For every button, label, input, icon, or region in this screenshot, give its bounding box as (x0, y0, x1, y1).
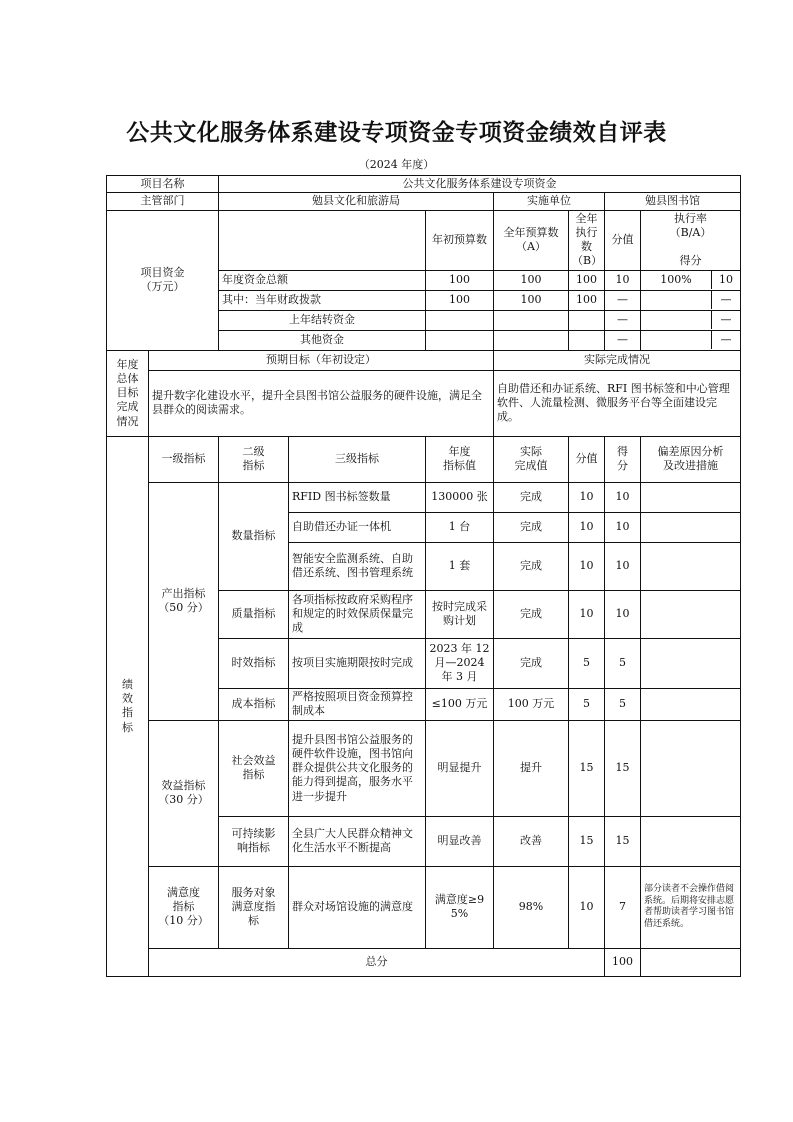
evaluation-table (106, 175, 741, 977)
funds-row: 其他资金 — — (107, 330, 741, 350)
unit-label: 实施单位 (494, 193, 605, 210)
unit-value: 勉县图书馆 (605, 193, 741, 210)
funds-header-rate: 执行率（B/A） (669, 211, 712, 239)
funds-row: 年度资金总额 100 100 100 10 100% 10 (107, 270, 741, 290)
funds-header-rate-got (641, 210, 741, 270)
project-name-label: 项目名称 (107, 176, 219, 193)
indicator-row: 可持续影 响指标 全县广大人民群众精神文化生活水平不断提高 明显改善 改善 15 15 (107, 816, 741, 866)
satisfaction-label: 满意度 指标 （10 分） (149, 866, 219, 948)
indicator-row: 质量指标 各项指标按政府采购程序和规定的时效保质保量完成 按时完成采购计划 完成 10 10 (107, 590, 741, 638)
total-got (641, 948, 741, 976)
indicator-row: 产出指标 （50 分） 数量指标 RFID 图书标签数量 130000 张 完成 10 10 (107, 482, 741, 512)
department-row (107, 193, 741, 210)
project-name-value: 公共文化服务体系建设专项资金 (219, 176, 741, 193)
indicator-row: 成本指标 严格按照项目资金预算控制成本 ≤100 万元 100 万元 5 5 (107, 688, 741, 720)
department-label: 主管部门 (107, 193, 219, 210)
perf-header-row: 绩 效 指 标 一级指标 二级 指标 三级指标 年度 指标值 实际 完成值 分值 得 分 偏差原因分析 及改进措施 (107, 436, 741, 482)
funds-header-executed: 全年执行数（B） (569, 210, 605, 270)
funds-row: 其中：当年财政拨款 100 100 100 — — (107, 290, 741, 310)
goals-row (107, 370, 741, 436)
indicator-row: 智能安全监测系统、自助借还系统、图书管理系统 1 套 完成 10 10 (107, 542, 741, 590)
actual-goal-header: 实际完成情况 (494, 350, 741, 370)
indicator-row: 时效指标 按项目实施期限按时完成 2023 年 12 月—2024 年 3 月 完成 5 5 (107, 638, 741, 688)
funds-header-annual: 全年预算数（A） (494, 210, 569, 270)
funds-header-blank (219, 210, 426, 270)
funds-header-row (107, 210, 741, 270)
total-label: 总分 (149, 948, 605, 976)
time-label: 时效指标 (219, 638, 289, 688)
perf-label: 绩 效 指 标 (107, 436, 149, 976)
cost-label: 成本指标 (219, 688, 289, 720)
funds-header-initial: 年初预算数 (426, 210, 494, 270)
department-value: 勉县文化和旅游局 (219, 193, 494, 210)
benefit-label: 效益指标 （30 分） (149, 720, 219, 866)
satisfaction-sub-label: 服务对象 满意度指 标 (219, 866, 289, 948)
funds-label: 项目资金 （万元） (107, 210, 219, 350)
indicator-row: 效益指标 （30 分） 社会效益 指标 提升县图书馆公益服务的硬件软件设施，图书馆向群众提供公共文化服务的能力得到提高，服务水平进一步提升 明显提升 提升 15 15 (107, 720, 741, 816)
actual-goal-text: 自助借还和办证系统、RFI 图书标签和中心管理软件、人流量检测、微服务平台等全面建设完成。 (494, 370, 741, 436)
sustain-label: 可持续影 响指标 (219, 816, 289, 866)
social-benefit-label: 社会效益 指标 (219, 720, 289, 816)
funds-header-score: 分值 (605, 210, 641, 270)
quantity-label: 数量指标 (219, 482, 289, 590)
total-score: 100 (605, 948, 641, 976)
satisfaction-note: 部分读者不会操作借阅系统。后期将安排志愿者帮助读者学习图书馆借还系统。 (641, 866, 741, 948)
page-subtitle: （2024 年度） (358, 158, 435, 171)
indicator-row: 满意度 指标 （10 分） 服务对象 满意度指 标 群众对场馆设施的满意度 满意度≥95% 98% 10 7 部分读者不会操作借阅系统。后期将安排志愿者帮助读者学习图书馆借还系统。 (107, 866, 741, 948)
indicator-row: 自助借还办证一体机 1 台 完成 10 10 (107, 512, 741, 542)
project-name-row (107, 176, 741, 193)
expected-goal-text: 提升数字化建设水平，提升全县图书馆公益服务的硬件设施，满足全县群众的阅读需求。 (149, 370, 494, 436)
total-row (107, 948, 741, 976)
expected-goal-header: 预期目标（年初设定） (149, 350, 494, 370)
page-title: 公共文化服务体系建设专项资金专项资金绩效自评表 (126, 120, 667, 146)
goals-header-row (107, 350, 741, 370)
funds-header-got: 得分 (679, 254, 702, 268)
quality-label: 质量指标 (219, 590, 289, 638)
goals-label: 年度 总体 目标 完成 情况 (107, 350, 149, 436)
funds-row: 上年结转资金 — — (107, 310, 741, 330)
output-label: 产出指标 （50 分） (149, 482, 219, 720)
